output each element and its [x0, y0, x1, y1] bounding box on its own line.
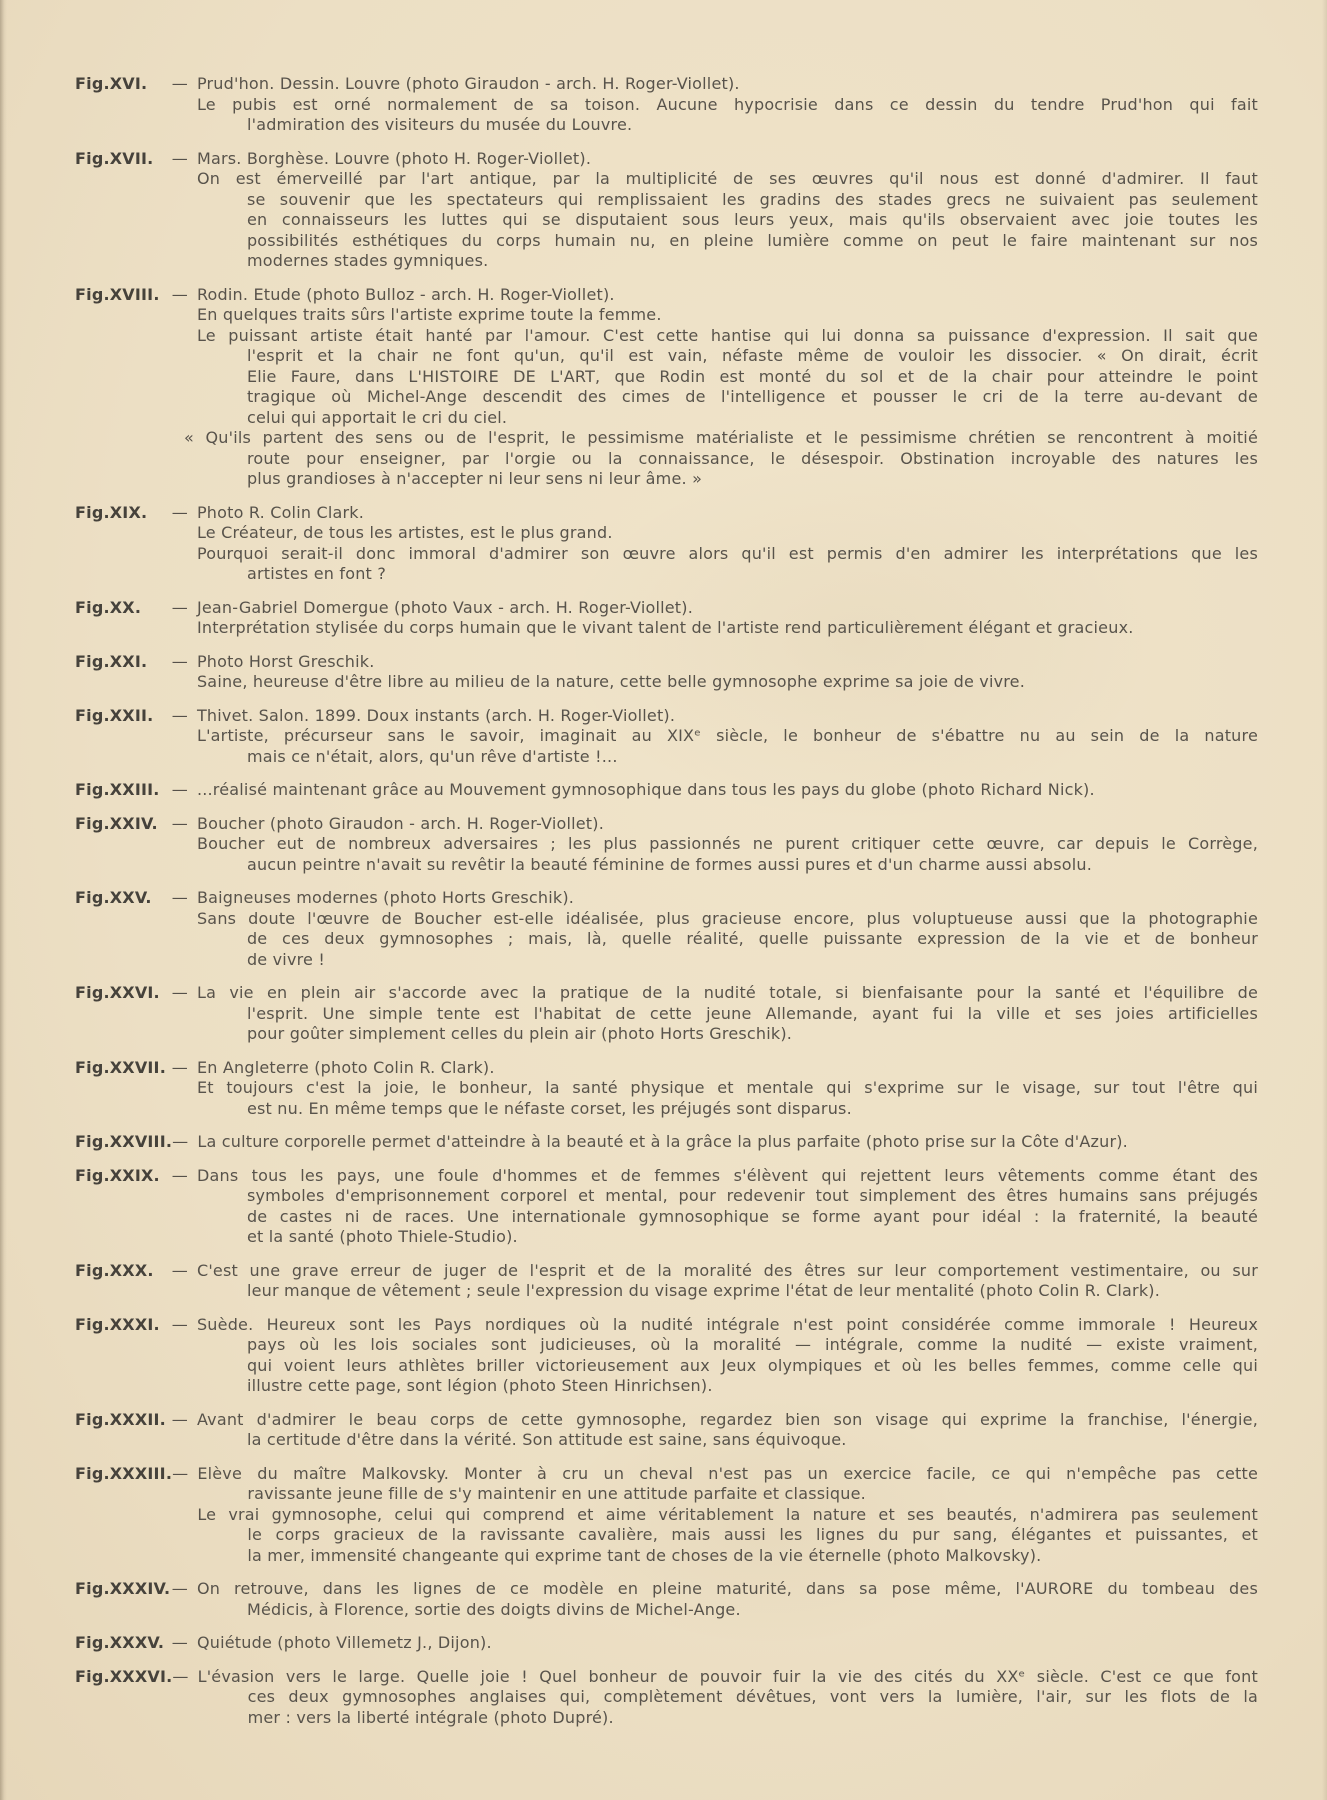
- figure-entry: [75, 1579, 1258, 1620]
- dash-separator: —: [171, 1260, 188, 1280]
- caption-line: illustre cette page, sont légion (photo Steen Hinrichsen).: [246, 1376, 713, 1395]
- figure-numeral: XXXV.: [109, 1633, 165, 1652]
- caption-line: celui qui apportait le cri du ciel.: [246, 407, 508, 427]
- figure-numeral: XXXIII.: [109, 1463, 173, 1483]
- caption-text-block: [197, 1132, 1258, 1153]
- caption-line: Rodin. Etude (photo Bulloz - arch. H. Roger-Viollet).: [196, 284, 615, 304]
- caption-line: la certitude d'être dans la vérité. Son attitude est saine, sans équivoque.: [246, 1430, 847, 1449]
- figure-label: Fig.: [75, 148, 110, 168]
- caption-line: l'esprit et la chair ne font qu'un, qu'il est vain, néfaste même de vouloir les dissocier. « On dirait, écrit: [246, 346, 1258, 365]
- figure-numeral: XXVIII.: [109, 1132, 173, 1151]
- caption-line: de castes ni de races. Une internationale gymnosophique se forme ayant pour idéal : la fraternité, la beauté: [246, 1206, 1258, 1226]
- caption-line: de ces deux gymnosophes ; mais, là, quelle réalité, quelle puissante expression de la vie et de bonheur: [246, 929, 1258, 948]
- caption-line: Thivet. Salon. 1899. Doux instants (arch. H. Roger-Viollet).: [196, 705, 676, 725]
- figure-entry: [75, 652, 1258, 693]
- caption-line: leur manque de vêtement ; seule l'expression du visage exprime l'état de leur mentalité (photo Colin R. Clark).: [246, 1281, 1161, 1300]
- caption-line: de vivre !: [246, 949, 325, 969]
- caption-text-block: [197, 149, 1258, 272]
- dash-separator: —: [171, 780, 188, 799]
- figure-numeral: XXXIV.: [109, 1579, 171, 1598]
- figure-label: Fig.: [75, 888, 110, 907]
- dash-separator: —: [171, 651, 188, 671]
- caption-line: En Angleterre (photo Colin R. Clark).: [196, 1057, 495, 1077]
- figure-entry: [75, 1132, 1258, 1153]
- caption-line: Le puissant artiste était hanté par l'amour. C'est cette hantise qui lui donna sa puissance d'expression. Il sait que: [196, 325, 1258, 345]
- caption-text-block: [183, 284, 1258, 490]
- caption-line: Elie Faure, dans L'HISTOIRE DE L'ART, que Rodin est monté du sol et de la chair pour atteindre le point: [246, 366, 1258, 386]
- figure-numeral: XVII.: [109, 148, 154, 168]
- caption-line: La culture corporelle permet d'atteindre à la beauté et à la grâce la plus parfaite (photo prise sur la Côte d'Azur).: [197, 1132, 1128, 1151]
- caption-line: Sans doute l'œuvre de Boucher est-elle idéalisée, plus gracieuse encore, plus voluptueuse aussi que la photographie: [196, 908, 1258, 928]
- dash-separator: —: [171, 1579, 188, 1598]
- caption-line: ravissante jeune fille de s'y maintenir en une attitude parfaite et classique.: [247, 1484, 866, 1503]
- caption-line: Photo R. Colin Clark.: [196, 502, 365, 522]
- caption-line: le corps gracieux de la ravissante cavalière, mais aussi les lignes du pur sang, élégantes et puissantes, et: [247, 1525, 1258, 1544]
- figure-numeral: XXIII.: [109, 780, 160, 799]
- figure-label: Fig.: [75, 1666, 110, 1686]
- caption-text-block: [197, 888, 1258, 970]
- figure-entry: [75, 1464, 1258, 1567]
- figure-entry: [75, 74, 1258, 136]
- figure-entry: [75, 598, 1258, 639]
- figure-numeral: XXVI.: [109, 983, 160, 1002]
- caption-line: symboles d'emprisonnement corporel et mental, pour redevenir tout simplement des êtres humains sans préjugés: [246, 1186, 1258, 1205]
- figure-numeral: XXV.: [109, 888, 152, 907]
- caption-text-block: [197, 652, 1258, 693]
- caption-text-block: [197, 598, 1258, 639]
- caption-line: mer : vers la liberté intégrale (photo Dupré).: [247, 1707, 614, 1727]
- figure-entry: [75, 1261, 1258, 1302]
- figure-entry: [75, 780, 1258, 801]
- dash-separator: —: [172, 1463, 189, 1483]
- figure-numeral: XXI.: [109, 651, 148, 671]
- figure-entry: [75, 1633, 1258, 1654]
- caption-line: la mer, immensité changeante qui exprime tant de choses de la vie éternelle (photo Malkovsky).: [247, 1545, 1042, 1565]
- caption-line: Mars. Borghèse. Louvre (photo H. Roger-Viollet).: [196, 148, 592, 168]
- figure-entry: [75, 503, 1258, 585]
- caption-line: Boucher eut de nombreux adversaires ; les plus passionnés ne purent critiquer cette œuvre, car depuis le Corrège,: [196, 834, 1258, 853]
- figure-label: Fig.: [75, 1463, 110, 1483]
- figure-label: Fig.: [75, 284, 110, 304]
- caption-line: Elève du maître Malkovsky. Monter à cru un cheval n'est pas un exercice facile, ce qui n'empêche pas cette: [197, 1463, 1258, 1483]
- dash-separator: —: [171, 705, 188, 725]
- figure-entry: [75, 983, 1258, 1045]
- caption-line: Baigneuses modernes (photo Horts Greschik).: [196, 888, 575, 907]
- caption-text-block: [197, 1579, 1258, 1620]
- dash-separator: —: [171, 1314, 188, 1334]
- figure-numeral: XX.: [109, 597, 142, 617]
- figure-label: Fig.: [75, 1409, 110, 1429]
- caption-text-block: [197, 983, 1258, 1045]
- caption-line: est nu. En même temps que le néfaste corset, les préjugés sont disparus.: [246, 1098, 852, 1118]
- figure-label: Fig.: [75, 1057, 110, 1077]
- caption-text-block: [198, 1667, 1258, 1729]
- caption-line: Pourquoi serait-il donc immoral d'admirer son œuvre alors qu'il est permis d'en admirer les interprétations que les: [196, 543, 1258, 563]
- caption-line: qui voient leurs athlètes briller victorieusement aux Jeux olympiques et où les belles femmes, comme celle qui: [246, 1355, 1258, 1375]
- caption-line: En quelques traits sûrs l'artiste exprime toute la femme.: [196, 305, 662, 324]
- figure-entry: [75, 706, 1258, 768]
- figure-label: Fig.: [75, 983, 110, 1002]
- caption-line: pour goûter simplement celles du plein air (photo Horts Greschik).: [246, 1024, 793, 1043]
- figure-numeral: XIX.: [109, 502, 148, 522]
- caption-line: ...réalisé maintenant grâce au Mouvement gymnosophique dans tous les pays du globe (photo Richard Nick).: [196, 780, 1095, 799]
- caption-line: l'admiration des visiteurs du musée du Louvre.: [246, 115, 633, 134]
- dash-separator: —: [171, 284, 188, 304]
- caption-line: et la santé (photo Thiele-Studio).: [246, 1227, 518, 1246]
- caption-text-block: [197, 1410, 1258, 1451]
- figure-numeral: XVI.: [109, 74, 148, 93]
- figure-numeral: XXXII.: [109, 1409, 166, 1429]
- caption-text-block: [197, 74, 1258, 136]
- figure-entry: [75, 814, 1258, 876]
- dash-separator: —: [171, 148, 188, 168]
- caption-line: Avant d'admirer le beau corps de cette gymnosophe, regardez bien son visage qui exprime la franchise, l'énergie,: [196, 1409, 1258, 1429]
- figure-label: Fig.: [75, 705, 110, 725]
- caption-line: se souvenir que les spectateurs qui remplissaient les gradins des stades grecs ne suivaient pas seulement: [246, 189, 1258, 209]
- figure-numeral: XXII.: [109, 705, 154, 725]
- figure-entry: [75, 1410, 1258, 1451]
- figure-entry: [75, 1058, 1258, 1120]
- caption-line: On retrouve, dans les lignes de ce modèle en pleine maturité, dans sa pose même, l'AURORE du tombeau des: [196, 1579, 1258, 1598]
- caption-line: plus grandioses à n'accepter ni leur sens ni leur âme. »: [246, 469, 703, 488]
- caption-line: modernes stades gymniques.: [246, 251, 489, 270]
- figure-numeral: XXIV.: [109, 813, 158, 833]
- dash-separator: —: [171, 1633, 188, 1652]
- figure-caption-list: [75, 74, 1258, 1728]
- dash-separator: —: [171, 1409, 188, 1429]
- caption-line: Le vrai gymnosophe, celui qui comprend et aime véritablement la nature et ses beautés, n'admirera pas seulement: [197, 1504, 1258, 1524]
- figure-entry: [75, 285, 1258, 490]
- caption-line: C'est une grave erreur de juger de l'esprit et de la moralité des êtres sur leur comportement vestimentaire, ou sur: [196, 1260, 1258, 1280]
- dash-separator: —: [171, 983, 188, 1002]
- dash-separator: —: [172, 1132, 189, 1151]
- figure-entry: [75, 1166, 1258, 1248]
- caption-line: Jean-Gabriel Domergue (photo Vaux - arch. H. Roger-Viollet).: [196, 597, 693, 617]
- figure-label: Fig.: [75, 1314, 110, 1334]
- caption-line: L'artiste, précurseur sans le savoir, imaginait au XIXᵉ siècle, le bonheur de s'ébattre nu au sein de la nature: [196, 726, 1258, 745]
- dash-separator: —: [171, 597, 188, 617]
- caption-line: ces deux gymnosophes anglaises qui, complètement dévêtues, vont vers la lumière, l'air, sur les flots de la: [247, 1687, 1258, 1706]
- caption-line: route pour enseigner, par l'orgie ou la connaissance, le désespoir. Obstination incroyable des natures les: [246, 448, 1258, 468]
- caption-line: La vie en plein air s'accorde avec la pratique de la nudité totale, si bienfaisante pour la santé et l'équilibre de: [196, 983, 1258, 1002]
- figure-numeral: XVIII.: [109, 284, 160, 304]
- dash-separator: —: [171, 1057, 188, 1077]
- figure-numeral: XXXVI.: [109, 1666, 173, 1686]
- figure-label: Fig.: [75, 1579, 110, 1598]
- caption-line: Photo Horst Greschik.: [196, 651, 375, 671]
- dash-separator: —: [171, 888, 188, 907]
- figure-entry: [75, 1315, 1258, 1397]
- figure-label: Fig.: [75, 1165, 110, 1185]
- figure-numeral: XXIX.: [109, 1165, 160, 1185]
- caption-line: L'évasion vers le large. Quelle joie ! Quel bonheur de pouvoir fuir la vie des cités du XXᵉ siècle. C'est ce que font: [197, 1666, 1258, 1686]
- caption-line: possibilités esthétiques du corps humain nu, en pleine lumière comme on peut le faire maintenant sur nos: [246, 230, 1258, 250]
- caption-text-block: [197, 503, 1258, 585]
- caption-line: aucun peintre n'avait su revêtir la beauté féminine de formes aussi pures et d'un charme aussi absolu.: [246, 854, 1093, 874]
- figure-numeral: XXX.: [109, 1260, 154, 1280]
- caption-line: Saine, heureuse d'être libre au milieu de la nature, cette belle gymnosophe exprime sa joie de vivre.: [196, 672, 1026, 691]
- figure-entry: [75, 888, 1258, 970]
- caption-text-block: [197, 1464, 1258, 1567]
- caption-line: Dans tous les pays, une foule d'hommes et de femmes s'élèvent qui rejettent leurs vêtements comme étant des: [196, 1165, 1258, 1185]
- dash-separator: —: [171, 502, 188, 522]
- caption-line: Prud'hon. Dessin. Louvre (photo Giraudon - arch. H. Roger-Viollet).: [196, 74, 740, 93]
- figure-label: Fig.: [75, 597, 110, 617]
- caption-text-block: [197, 814, 1258, 876]
- figure-label: Fig.: [75, 1260, 110, 1280]
- caption-line: Et toujours c'est la joie, le bonheur, la santé physique et mentale qui s'exprime sur le visage, sur tout l'être qui: [196, 1078, 1258, 1097]
- caption-line: pays où les lois sociales sont judicieuses, où la moralité — intégrale, comme la nudité — existe vraiment,: [246, 1335, 1258, 1354]
- figure-label: Fig.: [75, 502, 110, 522]
- caption-line: On est émerveillé par l'art antique, par la multiplicité de ses œuvres qu'il nous est donné d'admirer. Il faut: [196, 169, 1258, 188]
- caption-text-block: [197, 1261, 1258, 1302]
- caption-line: l'esprit. Une simple tente est l'habitat de cette jeune Allemande, ayant fui la ville et ses joies artificielles: [246, 1003, 1258, 1023]
- dash-separator: —: [171, 1165, 188, 1185]
- caption-line: « Qu'ils partent des sens ou de l'esprit, le pessimisme matérialiste et le pessimisme chrétien se rencontrent à moitié: [183, 428, 1258, 447]
- caption-line: Interprétation stylisée du corps humain que le vivant talent de l'artiste rend particulièrement élégant et gracieux.: [196, 618, 1134, 637]
- caption-text-block: [197, 1058, 1258, 1120]
- figure-label: Fig.: [75, 74, 110, 93]
- figure-entry: [75, 1667, 1258, 1729]
- figure-label: Fig.: [75, 813, 110, 833]
- caption-text-block: [197, 780, 1258, 801]
- figure-label: Fig.: [75, 780, 110, 799]
- caption-line: Suède. Heureux sont les Pays nordiques où la nudité intégrale n'est point considérée comme immorale ! Heureux: [196, 1314, 1258, 1334]
- caption-line: mais ce n'était, alors, qu'un rêve d'artiste !...: [246, 746, 618, 766]
- caption-line: Le pubis est orné normalement de sa toison. Aucune hypocrisie dans ce dessin du tendre Prud'hon qui fait: [196, 94, 1258, 114]
- figure-label: Fig.: [75, 1132, 110, 1151]
- caption-line: Le Créateur, de tous les artistes, est le plus grand.: [196, 523, 613, 542]
- caption-text-block: [197, 1166, 1258, 1248]
- caption-text-block: [197, 1633, 1258, 1654]
- caption-text-block: [197, 706, 1258, 768]
- figure-numeral: XXXI.: [109, 1314, 160, 1334]
- caption-line: Médicis, à Florence, sortie des doigts divins de Michel-Ange.: [246, 1599, 741, 1619]
- dash-separator: —: [172, 1666, 189, 1686]
- caption-line: en connaisseurs les luttes qui se disputaient sous leurs yeux, mais qu'ils observaient avec joie toutes les: [246, 210, 1258, 229]
- caption-line: Boucher (photo Giraudon - arch. H. Roger-Viollet).: [196, 813, 604, 833]
- caption-line: artistes en font ?: [246, 564, 387, 583]
- figure-label: Fig.: [75, 1633, 110, 1652]
- dash-separator: —: [171, 813, 188, 833]
- figure-numeral: XXVII.: [109, 1057, 166, 1077]
- caption-line: tragique où Michel-Ange descendit des cimes de l'intelligence et pousser le cri de la terre au-devant de: [246, 387, 1258, 406]
- caption-line: Quiétude (photo Villemetz J., Dijon).: [196, 1633, 492, 1652]
- caption-text-block: [197, 1315, 1258, 1397]
- dash-separator: —: [171, 74, 188, 93]
- figure-label: Fig.: [75, 651, 110, 671]
- figure-entry: [75, 149, 1258, 272]
